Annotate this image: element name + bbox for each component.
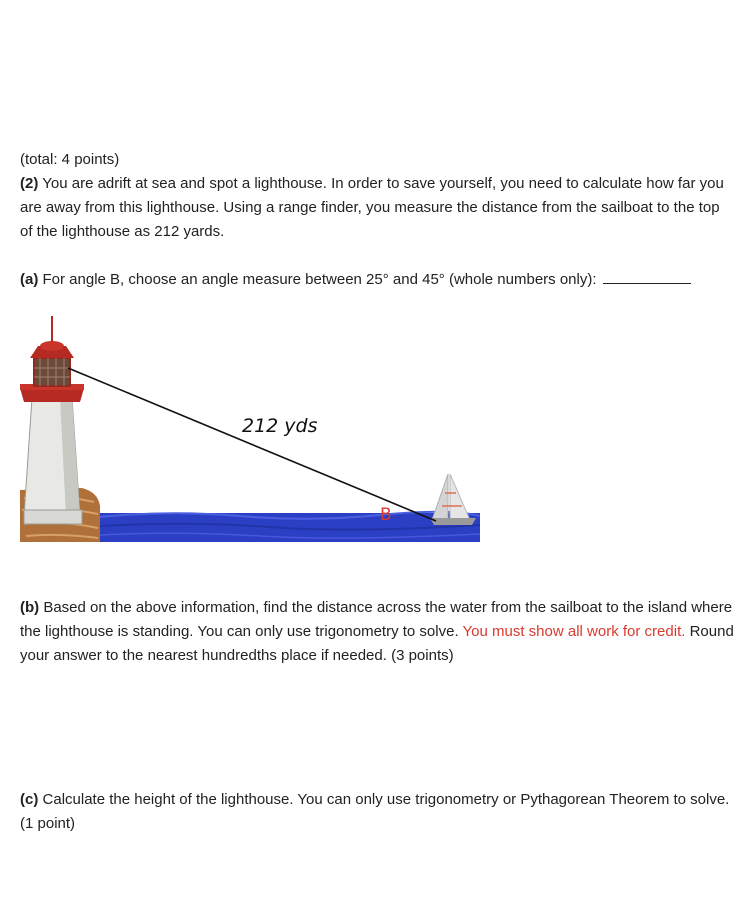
part-b-label: (b) [20,599,40,616]
part-a-label: (a) [20,271,39,288]
lighthouse-base [24,510,82,524]
question-number: (2) [20,175,39,192]
part-b-text: Based on the above information, find the distance across the water from the sailboat to the island where the lighthouse is standing. You can only use trigonometry to solve. [20,599,733,640]
part-b [20,596,736,668]
question-text: You are adrift at sea and spot a lighthouse. In order to save yourself, you need to calculate how far you are away from this lighthouse. Using a range finder, you measure the distance from the sailboat to the top of the lighthouse as 212 yards. [20,175,724,240]
question-2 [20,172,736,244]
part-c-text: Calculate the height of the lighthouse. You can only use trigonometry or Pythagorean Theorem to solve. (1 point) [20,791,730,832]
total-points: (total: 4 points) [20,151,120,168]
part-b-warning: You must show all work for credit. [462,623,686,640]
answer-blank[interactable] [603,269,691,284]
distance-label: 212 yds [242,415,318,437]
lighthouse-figure [20,310,480,542]
sailboat-jib [432,474,448,520]
part-c-label: (c) [20,791,39,808]
part-a [20,268,736,292]
angle-b-label: B [380,505,392,525]
lighthouse-gallery [20,388,84,402]
part-a-text: For angle B, choose an angle measure between 25° and 45° (whole numbers only): [42,271,597,288]
sailboat-hull [430,518,476,525]
sightline [68,368,436,521]
part-b-tail: Round your answer to the nearest hundredths place if needed. (3 points) [20,623,734,664]
roof-dome [40,341,64,351]
part-c [20,788,736,836]
lantern-room [34,358,70,386]
sailboat-sail [450,474,470,520]
